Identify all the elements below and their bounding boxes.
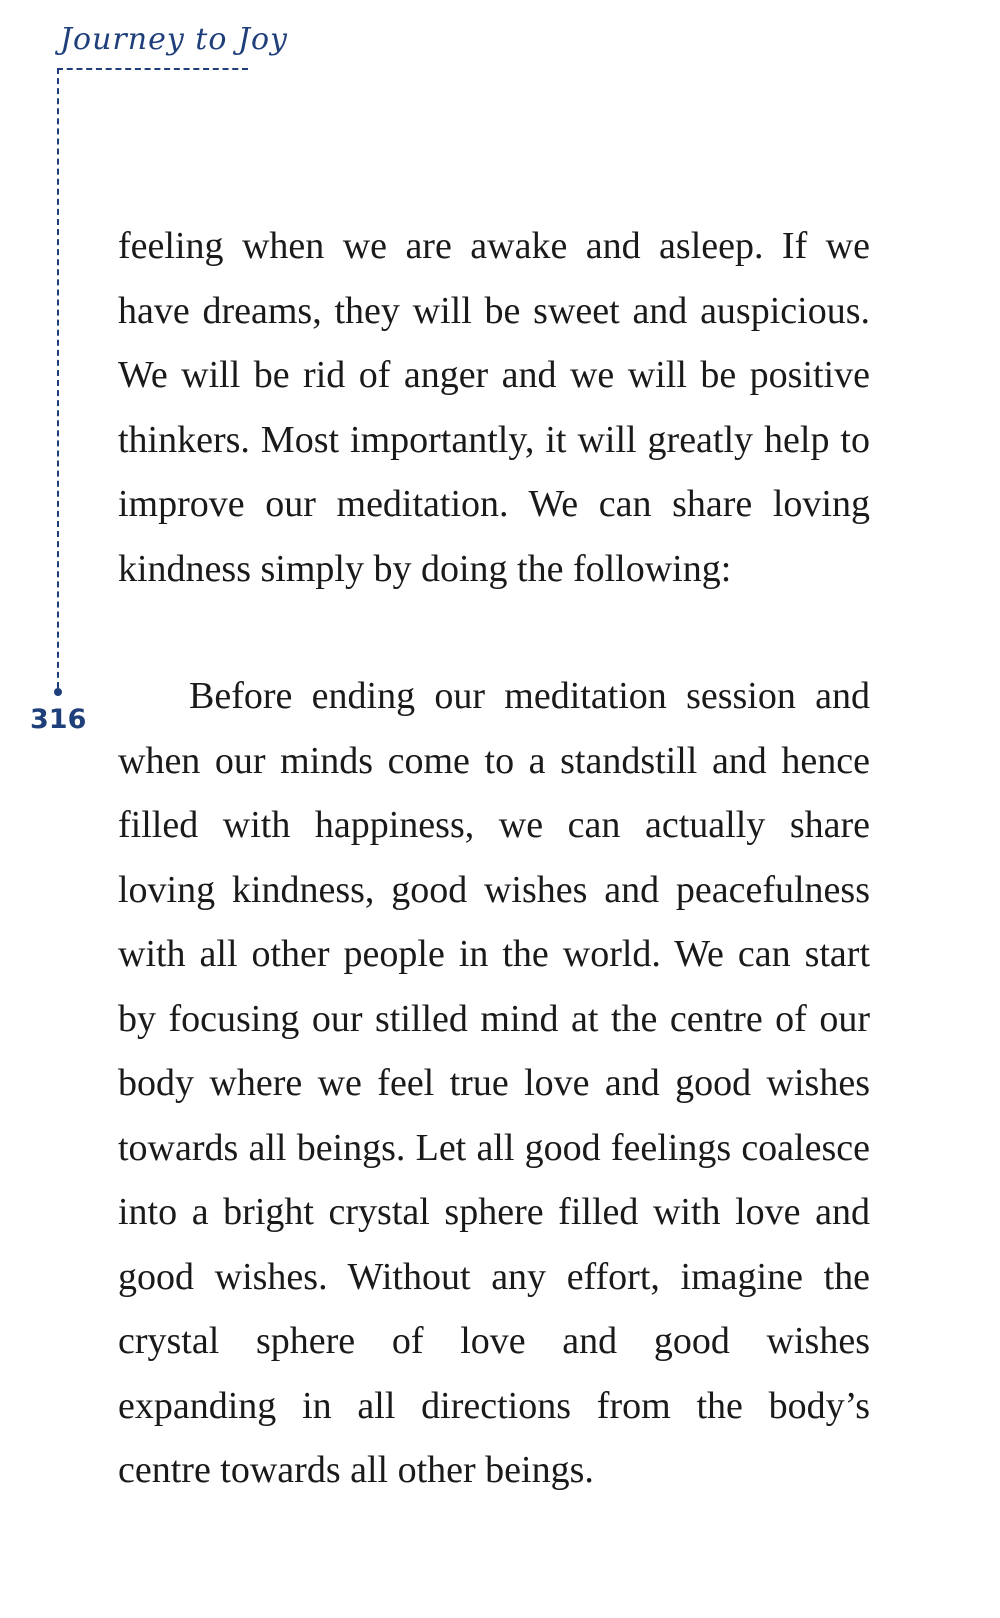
- header-dashed-rule: [57, 68, 248, 70]
- body-paragraph-2: Before ending our meditation session and when our minds come to a standstill and hence filled with happiness, we can actually share loving kindness, good wishes and peacefulness with all other people in the world. We can start by focusing our stilled mind at the centre of our body where we feel true love and good wishes towards all beings. Let all good feelings coalesce into a bright crystal sphere filled with love and good wishes. Without any effort, imagine the crystal sphere of love and good wishes expanding in all directions from the body’s centre towards all other beings.: [118, 675, 870, 1491]
- margin-dashed-rule: [57, 68, 59, 688]
- rule-end-dot: [54, 688, 62, 696]
- body-paragraph-1: feeling when we are awake and asleep. If we have dreams, they will be sweet and auspicious. We will be rid of anger and we will be positive thinkers. Most importantly, it will greatly help to improve our meditation. We can share loving kindness simply by doing the following:: [118, 225, 870, 590]
- page-number: 316: [30, 704, 87, 735]
- running-title: Journey to Joy: [60, 22, 288, 57]
